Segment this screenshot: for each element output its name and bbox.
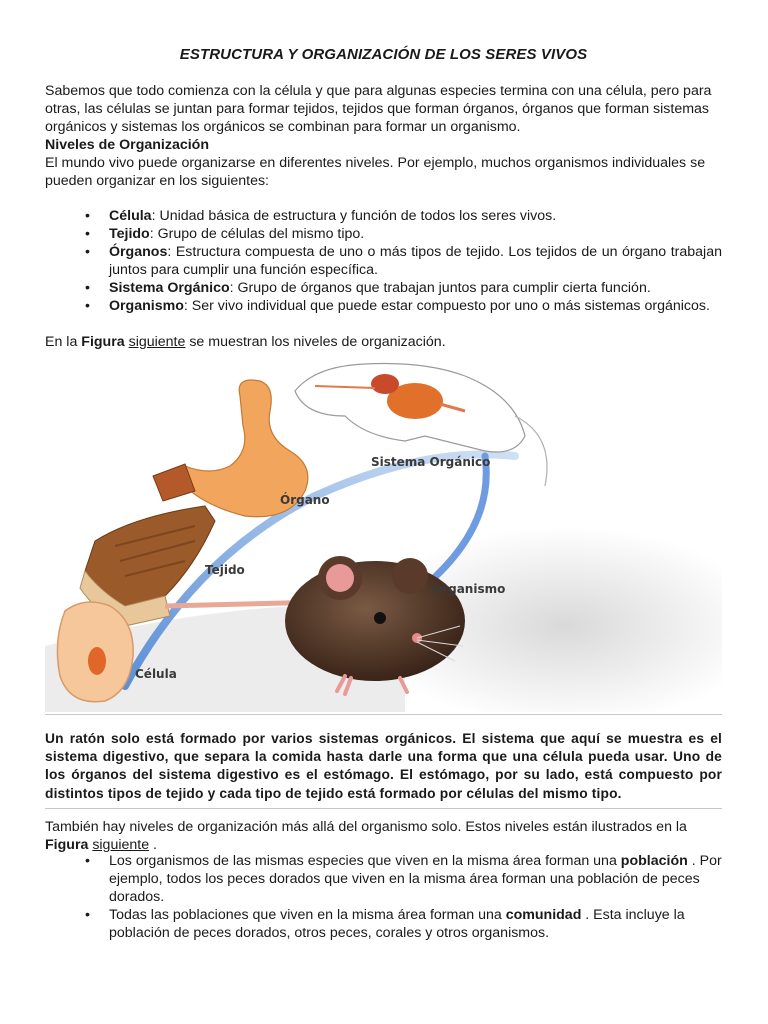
text-span: Los organismos de las mismas especies que viven en la misma área forman una [109, 853, 621, 869]
figure-link[interactable]: siguiente [92, 837, 150, 853]
list-item [45, 207, 722, 225]
levels-heading: Niveles de Organización [45, 137, 210, 153]
definition: : Grupo de células del mismo tipo. [149, 226, 365, 242]
bullet-icon: • [85, 298, 90, 314]
term-tejido: Tejido [109, 226, 150, 242]
mouse-ear-inner-icon [326, 564, 354, 592]
figure-link[interactable]: siguiente [128, 334, 186, 350]
figure-word: Figura [45, 837, 89, 853]
figure-word: Figura [81, 334, 125, 350]
figure-caption: Un ratón solo está formado por varios sistemas orgánicos. El sistema que aquí se muestra es el sistema digestivo, que separa la comida hasta darle una forma que una célula pueda usar. Uno de los órganos del sistema digestivo es el estómago. El estómago, por su lado, está compuesto por distintos tipos de tejido y cada tipo de tejido está formado por células del mismo tipo. [45, 730, 722, 801]
label-organo: Órgano [280, 493, 330, 507]
definition: : Grupo de órganos que trabajan juntos para cumplir cierta función. [229, 280, 651, 296]
intro-paragraph: Sabemos que todo comienza con la célula y que para algunas especies termina con una célula, pero para otras, las células se juntan para formar tejidos, tejidos que forman órganos, órganos que forman sistemas orgánicos y sistemas los orgánicos se combinan para formar un organismo. [45, 83, 712, 135]
organization-levels-figure [45, 356, 722, 712]
text-span: Todas las poblaciones que viven en la misma área forman una [109, 907, 506, 923]
definition: : Unidad básica de estructura y función de todos los seres vivos. [151, 208, 557, 224]
label-sistema-organico: Sistema Orgánico [371, 455, 491, 469]
list-item [45, 297, 722, 315]
term-sistema-organico: Sistema Orgánico [109, 280, 230, 296]
list-item [45, 852, 722, 906]
label-tejido: Tejido [205, 563, 245, 577]
definition: : Ser vivo individual que puede estar compuesto por uno o más sistemas orgánicos. [183, 298, 710, 314]
label-organismo: Organismo [432, 582, 506, 596]
document-title: ESTRUCTURA Y ORGANIZACIÓN DE LOS SERES VIVOS [179, 46, 588, 63]
list-item [45, 906, 722, 942]
bullet-icon: • [85, 853, 90, 869]
definition: : Estructura compuesta de uno o más tipos de tejido. Los tejidos de un órgano trabajan juntos para cumplir una función específica. [109, 244, 722, 278]
cell-nucleus-icon [88, 647, 106, 675]
term-organos: Órganos [109, 244, 168, 260]
figure-reference-paragraph [45, 333, 722, 351]
term-comunidad: comunidad [505, 907, 582, 923]
beyond-organism-paragraph [45, 818, 722, 854]
term-celula: Célula [109, 208, 152, 224]
divider [45, 714, 722, 715]
stomach-small-icon [371, 374, 399, 394]
text-span: En la [45, 334, 82, 350]
levels-list [45, 207, 722, 315]
mouse-eye-icon [374, 612, 386, 624]
bullet-icon: • [85, 280, 90, 296]
bullet-icon: • [85, 208, 90, 224]
term-organismo: Organismo [109, 298, 184, 314]
levels-intro-paragraph: El mundo vivo puede organizarse en diferentes niveles. Por ejemplo, muchos organismos individuales se pueden organizar en los siguientes: [45, 155, 706, 189]
population-list [45, 852, 722, 942]
text-span: . Por ejemplo, todos los peces dorados que viven en la misma área forman una población de peces dorados. [109, 853, 722, 905]
list-item [45, 225, 722, 243]
bullet-icon: • [85, 226, 90, 242]
text-span: . [149, 837, 157, 853]
list-item [45, 243, 722, 279]
bullet-icon: • [85, 244, 90, 260]
list-item [45, 279, 722, 297]
bullet-icon: • [85, 907, 90, 923]
term-poblacion: población [620, 853, 688, 869]
divider [45, 808, 722, 809]
label-celula: Célula [135, 667, 177, 681]
mouse-ear-icon [392, 558, 428, 594]
text-span: se muestran los niveles de organización. [185, 334, 446, 350]
text-span: . Esta incluye la población de peces dorados, otros peces, corales y otros organismos. [109, 907, 685, 941]
text-span: También hay niveles de organización más allá del organismo solo. Estos niveles están ilustrados en la [45, 819, 687, 835]
